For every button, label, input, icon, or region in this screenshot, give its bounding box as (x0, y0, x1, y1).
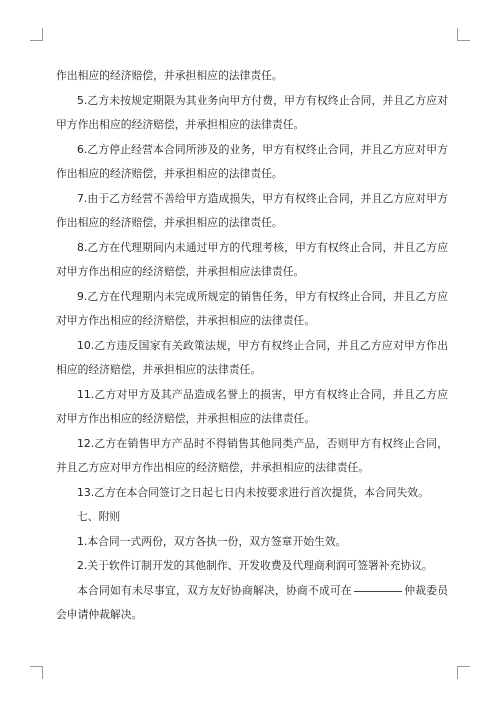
clause-9: 9.乙方在代理期内未完成所规定的销售任务，甲方有权终止合同，并且乙方应对甲方作出相应的经济赔偿，并承担相应的法律责任。 (56, 289, 448, 327)
clause-11: 11.乙方对甲方及其产品造成名誉上的损害，甲方有权终止合同，并且乙方应对甲方作出相应的经济赔偿，并承担相应的法律责任。 (56, 387, 448, 425)
clause-8: 8.乙方在代理期间内未通过甲方的代理考核，甲方有权终止合同，并且乙方应对甲方作出相应的经济赔偿，并承担相应法律责任。 (56, 240, 448, 278)
crop-mark-bottom-right (457, 666, 470, 679)
closing-text-before: 本合同如有未尽事宜，双方友好协商解决，协商不成可在 (77, 583, 352, 597)
clause-5: 5.乙方未按规定期限为其业务向甲方付费，甲方有权终止合同，并且乙方应对甲方作出相应的经济赔偿，并承担相应的法律责任。 (56, 93, 448, 131)
arbitration-blank-line (354, 590, 402, 592)
closing-text-after: 仲裁委员会申请仲裁解决。 (56, 583, 448, 621)
crop-mark-top-right (457, 28, 470, 41)
document-body (56, 64, 448, 628)
crop-mark-top-left (30, 28, 43, 41)
appendix-item-1: 1.本合同一式两份，双方各执一份，双方签章开始生效。 (77, 534, 347, 548)
clause-12: 12.乙方在销售甲方产品时不得销售其他同类产品，否则甲方有权终止合同，并且乙方应对甲方作出相应的经济赔偿，并承担相应的法律责任。 (56, 436, 448, 474)
crop-mark-bottom-left (30, 666, 43, 679)
paragraph-1: 作出相应的经济赔偿，并承担相应的法律责任。 (56, 69, 283, 82)
clause-7: 7.由于乙方经营不善给甲方造成损失，甲方有权终止合同，并且乙方应对甲方作出相应的经济赔偿，并承担相应的法律责任。 (56, 191, 448, 229)
clause-10: 10.乙方违反国家有关政策法规，甲方有权终止合同，并且乙方应对甲方作出相应的经济赔偿，并承担相应的法律责任。 (56, 338, 448, 376)
closing-paragraph (56, 579, 448, 628)
section-heading-appendix: 七、附则 (77, 510, 121, 523)
clause-13: 13.乙方在本合同签订之日起七日内未按要求进行首次提货，本合同失效。 (77, 485, 429, 499)
clause-6: 6.乙方停止经营本合同所涉及的业务，甲方有权终止合同，并且乙方应对甲方作出相应的经济赔偿，并承担相应的法律责任。 (56, 142, 448, 180)
appendix-item-2: 2.关于软件订制开发的其他制作、开发收费及代理商利润可签署补充协议。 (77, 559, 433, 572)
